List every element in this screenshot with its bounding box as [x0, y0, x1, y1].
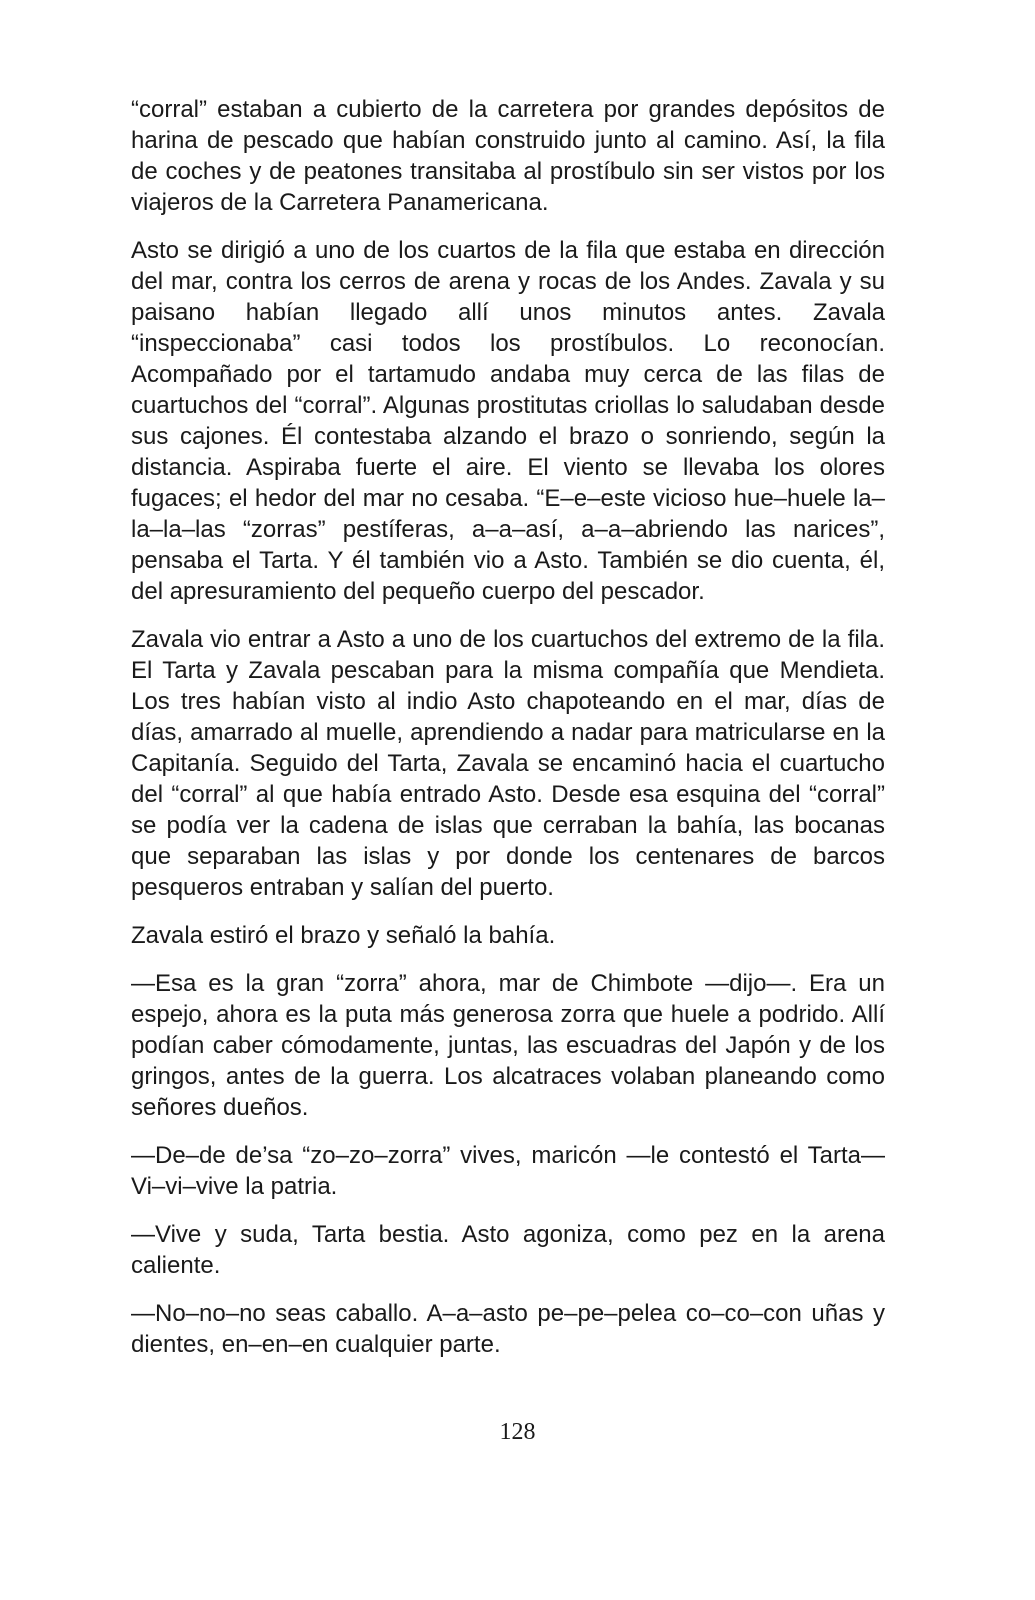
paragraph: Zavala vio entrar a Asto a uno de los cuartuchos del extremo de la fila. El Tarta y Zavala pescaban para la misma compañía que Mendieta. Los tres habían visto al indio Asto chapoteando en el mar, días de días, amarrado al muelle, aprendiendo a nadar para matricularse en la Capitanía. Seguido del Tarta, Zavala se encaminó hacia el cuartucho del “corral” al que había entrado Asto. Desde esa esquina del “corral” se podía ver la cadena de islas que cerraban la bahía, las bocanas que separaban las islas y por donde los centenares de barcos pesqueros entraban y salían del puerto. [131, 626, 885, 901]
paragraph: —No–no–no seas caballo. A–a–asto pe–pe–pelea co–co–con uñas y dientes, en–en–en cualquier parte. [131, 1300, 885, 1358]
paragraph: Asto se dirigió a uno de los cuartos de la fila que estaba en dirección del mar, contra los cerros de arena y rocas de los Andes. Zavala y su paisano habían llegado allí unos minutos antes. Zavala “inspeccionaba” casi todos los prostíbulos. Lo reconocían. Acompañado por el tartamudo andaba muy cerca de las filas de cuartuchos del “corral”. Algunas prostitutas criollas lo saludaban desde sus cajones. Él contestaba alzando el brazo o sonriendo, según la distancia. Aspiraba fuerte el aire. El viento se llevaba los olores fugaces; el hedor del mar no cesaba. “E–e–este vicioso hue–huele la–la–la–las “zorras” pestíferas, a–a–así, a–a–abriendo las narices”, pensaba el Tarta. Y él también vio a Asto. También se dio cuenta, él, del apresuramiento del pequeño cuerpo del pescador. [131, 237, 885, 605]
paragraph: —Vive y suda, Tarta bestia. Asto agoniza, como pez en la arena caliente. [131, 1221, 885, 1279]
paragraph: Zavala estiró el brazo y señaló la bahía. [131, 922, 556, 949]
paragraph: —Esa es la gran “zorra” ahora, mar de Chimbote —dijo—. Era un espejo, ahora es la puta más generosa zorra que huele a podrido. Allí podían caber cómodamente, juntas, las escuadras del Japón y de los gringos, antes de la guerra. Los alcatraces volaban planeando como señores dueños. [131, 970, 885, 1121]
paragraph: —De–de de’sa “zo–zo–zorra” vives, maricón —le contestó el Tarta— Vi–vi–vive la patria. [131, 1142, 885, 1200]
paragraph: “corral” estaban a cubierto de la carretera por grandes depósitos de harina de pescado que habían construido junto al camino. Así, la fila de coches y de peatones transitaba al prostíbulo sin ser vistos por los viajeros de la Carretera Panamericana. [131, 96, 885, 216]
page-number: 128 [499, 1419, 536, 1445]
page-body [131, 94, 885, 1377]
